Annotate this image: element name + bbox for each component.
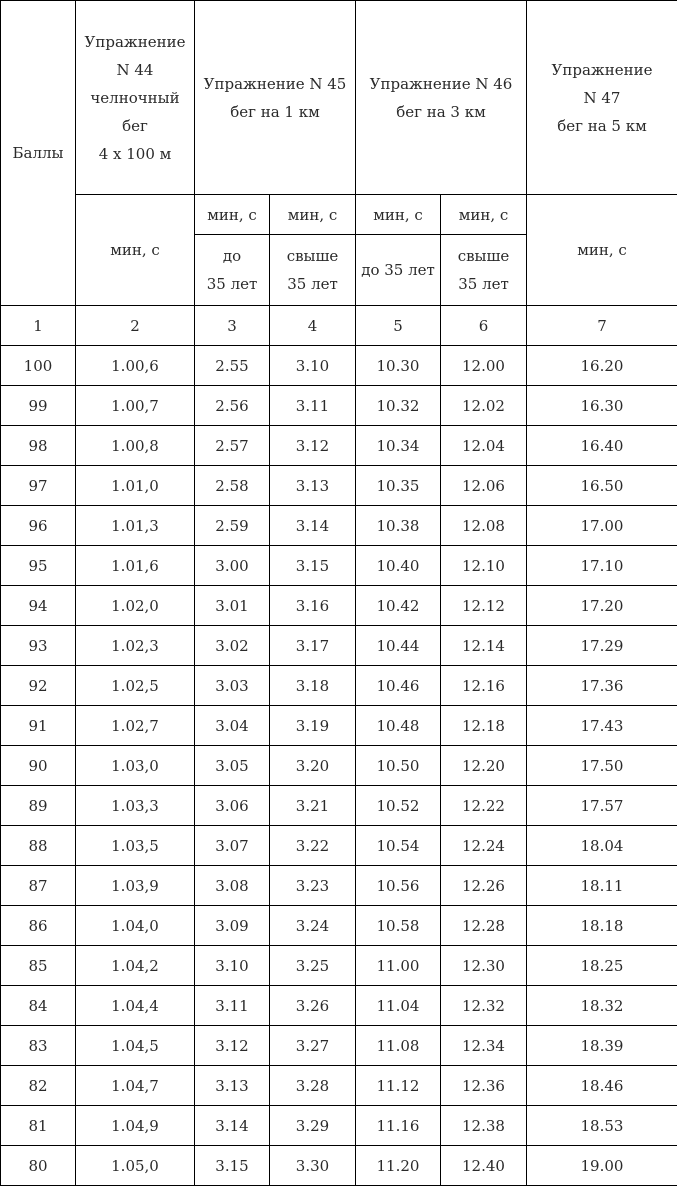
ex46-upto35-cell: 10.38 bbox=[356, 506, 441, 546]
exercise-45-header bbox=[195, 1, 356, 195]
ex46-over-35-line-1: свыше bbox=[457, 247, 510, 265]
ex46-over35-cell: 12.26 bbox=[441, 866, 527, 906]
ex44-cell: 1.03,0 bbox=[76, 746, 195, 786]
table-body bbox=[1, 346, 677, 1186]
ex46-upto35-cell: 11.12 bbox=[356, 1066, 441, 1106]
table-row bbox=[1, 506, 677, 546]
ex47-cell: 17.50 bbox=[527, 746, 677, 786]
table-row bbox=[1, 706, 677, 746]
ex47-cell: 17.10 bbox=[527, 546, 677, 586]
exercise-46-header bbox=[356, 1, 527, 195]
ex47-cell: 18.25 bbox=[527, 946, 677, 986]
table-row bbox=[1, 346, 677, 386]
ex44-cell: 1.03,5 bbox=[76, 826, 195, 866]
ex45-upto35-cell: 3.00 bbox=[195, 546, 270, 586]
column-number: 3 bbox=[195, 306, 270, 346]
points-cell: 90 bbox=[1, 746, 76, 786]
ex45-over35-cell: 3.20 bbox=[270, 746, 356, 786]
ex45-over35-cell: 3.21 bbox=[270, 786, 356, 826]
ex46-upto35-cell: 11.04 bbox=[356, 986, 441, 1026]
ex44-cell: 1.02,3 bbox=[76, 626, 195, 666]
ex47-cell: 16.40 bbox=[527, 426, 677, 466]
ex47-cell: 17.57 bbox=[527, 786, 677, 826]
points-cell: 84 bbox=[1, 986, 76, 1026]
table-row bbox=[1, 986, 677, 1026]
ex47-cell: 17.43 bbox=[527, 706, 677, 746]
ex46-age-over-35 bbox=[441, 235, 527, 306]
ex45-unit-b: мин, с bbox=[270, 195, 356, 235]
ex46-over35-cell: 12.22 bbox=[441, 786, 527, 826]
ex46-upto35-cell: 10.54 bbox=[356, 826, 441, 866]
ex44-cell: 1.04,5 bbox=[76, 1026, 195, 1066]
table-row bbox=[1, 1066, 677, 1106]
ex45-upto35-cell: 3.09 bbox=[195, 906, 270, 946]
ex45-over35-cell: 3.30 bbox=[270, 1146, 356, 1186]
table-row bbox=[1, 1146, 677, 1186]
ex46-over35-cell: 12.34 bbox=[441, 1026, 527, 1066]
ex45-upto35-cell: 3.10 bbox=[195, 946, 270, 986]
points-cell: 94 bbox=[1, 586, 76, 626]
ex47-cell: 17.29 bbox=[527, 626, 677, 666]
points-cell: 92 bbox=[1, 666, 76, 706]
ex45-upto35-cell: 2.55 bbox=[195, 346, 270, 386]
ex45-over35-cell: 3.18 bbox=[270, 666, 356, 706]
table-row bbox=[1, 1026, 677, 1066]
ex44-cell: 1.03,3 bbox=[76, 786, 195, 826]
age-up-to-35-line-2: 35 лет bbox=[206, 275, 258, 293]
points-header bbox=[1, 1, 76, 306]
ex45-over35-cell: 3.16 bbox=[270, 586, 356, 626]
ex44-cell: 1.02,0 bbox=[76, 586, 195, 626]
ex44-cell: 1.00,6 bbox=[76, 346, 195, 386]
ex44-cell: 1.04,9 bbox=[76, 1106, 195, 1146]
ex47-cell: 19.00 bbox=[527, 1146, 677, 1186]
ex46-upto35-cell: 11.20 bbox=[356, 1146, 441, 1186]
exercise-47-header bbox=[527, 1, 677, 195]
ex46-upto35-cell: 10.50 bbox=[356, 746, 441, 786]
points-cell: 95 bbox=[1, 546, 76, 586]
column-number-row bbox=[1, 306, 677, 346]
ex46-upto35-cell: 10.32 bbox=[356, 386, 441, 426]
ex44-cell: 1.02,7 bbox=[76, 706, 195, 746]
ex46-over35-cell: 12.08 bbox=[441, 506, 527, 546]
ex47-cell: 18.39 bbox=[527, 1026, 677, 1066]
age-over-35-line-2: 35 лет bbox=[287, 275, 338, 293]
points-cell: 99 bbox=[1, 386, 76, 426]
ex44-cell: 1.01,3 bbox=[76, 506, 195, 546]
ex46-line-1: Упражнение N 46 bbox=[369, 74, 513, 93]
ex47-line-2: N 47 bbox=[583, 88, 621, 107]
ex44-cell: 1.04,0 bbox=[76, 906, 195, 946]
ex46-age-up-to-35: до 35 лет bbox=[356, 235, 441, 306]
ex46-upto35-cell: 10.48 bbox=[356, 706, 441, 746]
ex45-upto35-cell: 3.03 bbox=[195, 666, 270, 706]
ex46-over35-cell: 12.16 bbox=[441, 666, 527, 706]
ex46-unit-a: мин, с bbox=[356, 195, 441, 235]
ex45-upto35-cell: 3.04 bbox=[195, 706, 270, 746]
ex45-over35-cell: 3.29 bbox=[270, 1106, 356, 1146]
ex45-upto35-cell: 3.14 bbox=[195, 1106, 270, 1146]
ex46-unit-b: мин, с bbox=[441, 195, 527, 235]
points-cell: 89 bbox=[1, 786, 76, 826]
points-cell: 91 bbox=[1, 706, 76, 746]
table-row bbox=[1, 666, 677, 706]
ex45-over35-cell: 3.14 bbox=[270, 506, 356, 546]
ex45-upto35-cell: 3.12 bbox=[195, 1026, 270, 1066]
ex45-upto35-cell: 3.15 bbox=[195, 1146, 270, 1186]
column-number: 7 bbox=[527, 306, 677, 346]
table-row bbox=[1, 466, 677, 506]
ex46-over35-cell: 12.00 bbox=[441, 346, 527, 386]
points-cell: 80 bbox=[1, 1146, 76, 1186]
ex45-upto35-cell: 2.57 bbox=[195, 426, 270, 466]
ex47-cell: 18.32 bbox=[527, 986, 677, 1026]
ex45-upto35-cell: 3.01 bbox=[195, 586, 270, 626]
ex46-upto35-cell: 11.00 bbox=[356, 946, 441, 986]
ex45-over35-cell: 3.24 bbox=[270, 906, 356, 946]
table-row bbox=[1, 1106, 677, 1146]
ex47-cell: 17.00 bbox=[527, 506, 677, 546]
ex46-over-35-line-2: 35 лет bbox=[458, 275, 509, 293]
ex44-cell: 1.04,2 bbox=[76, 946, 195, 986]
column-number: 5 bbox=[356, 306, 441, 346]
ex45-over35-cell: 3.27 bbox=[270, 1026, 356, 1066]
ex46-over35-cell: 12.28 bbox=[441, 906, 527, 946]
points-cell: 96 bbox=[1, 506, 76, 546]
ex45-unit-a: мин, с bbox=[195, 195, 270, 235]
ex45-over35-cell: 3.23 bbox=[270, 866, 356, 906]
ex44-line-1: Упражнение bbox=[84, 32, 186, 51]
ex45-upto35-cell: 2.58 bbox=[195, 466, 270, 506]
ex44-cell: 1.03,9 bbox=[76, 866, 195, 906]
ex46-upto35-cell: 10.40 bbox=[356, 546, 441, 586]
ex44-cell: 1.04,4 bbox=[76, 986, 195, 1026]
ex46-upto35-cell: 10.44 bbox=[356, 626, 441, 666]
points-cell: 88 bbox=[1, 826, 76, 866]
ex44-line-5: 4 х 100 м bbox=[98, 144, 172, 163]
ex45-over35-cell: 3.28 bbox=[270, 1066, 356, 1106]
ex45-over35-cell: 3.22 bbox=[270, 826, 356, 866]
ex46-over35-cell: 12.40 bbox=[441, 1146, 527, 1186]
ex47-line-3: бег на 5 км bbox=[557, 116, 647, 135]
ex45-upto35-cell: 3.05 bbox=[195, 746, 270, 786]
ex46-over35-cell: 12.38 bbox=[441, 1106, 527, 1146]
ex46-upto35-cell: 10.56 bbox=[356, 866, 441, 906]
table-row bbox=[1, 426, 677, 466]
ex46-upto35-cell: 11.16 bbox=[356, 1106, 441, 1146]
table-row bbox=[1, 826, 677, 866]
ex46-over35-cell: 12.32 bbox=[441, 986, 527, 1026]
ex44-cell: 1.01,6 bbox=[76, 546, 195, 586]
points-header-label: Баллы bbox=[12, 144, 64, 162]
ex44-cell: 1.00,8 bbox=[76, 426, 195, 466]
points-cell: 82 bbox=[1, 1066, 76, 1106]
ex44-cell: 1.05,0 bbox=[76, 1146, 195, 1186]
ex45-age-over-35 bbox=[270, 235, 356, 306]
ex47-line-1: Упражнение bbox=[551, 60, 653, 79]
age-over-35-line-1: свыше bbox=[286, 247, 339, 265]
ex46-over35-cell: 12.10 bbox=[441, 546, 527, 586]
ex47-cell: 18.53 bbox=[527, 1106, 677, 1146]
ex45-over35-cell: 3.17 bbox=[270, 626, 356, 666]
ex44-line-3: челночный bbox=[90, 88, 180, 107]
table-row bbox=[1, 786, 677, 826]
points-cell: 97 bbox=[1, 466, 76, 506]
ex47-cell: 18.11 bbox=[527, 866, 677, 906]
ex45-line-1: Упражнение N 45 bbox=[203, 74, 347, 93]
points-cell: 87 bbox=[1, 866, 76, 906]
ex45-over35-cell: 3.26 bbox=[270, 986, 356, 1026]
points-cell: 86 bbox=[1, 906, 76, 946]
ex44-cell: 1.00,7 bbox=[76, 386, 195, 426]
ex44-cell: 1.02,5 bbox=[76, 666, 195, 706]
ex47-cell: 17.36 bbox=[527, 666, 677, 706]
ex46-upto35-cell: 10.35 bbox=[356, 466, 441, 506]
ex45-over35-cell: 3.15 bbox=[270, 546, 356, 586]
ex46-over35-cell: 12.36 bbox=[441, 1066, 527, 1106]
ex45-over35-cell: 3.12 bbox=[270, 426, 356, 466]
column-number: 2 bbox=[76, 306, 195, 346]
ex47-cell: 18.04 bbox=[527, 826, 677, 866]
ex45-over35-cell: 3.19 bbox=[270, 706, 356, 746]
ex45-age-up-to-35 bbox=[195, 235, 270, 306]
table-row bbox=[1, 626, 677, 666]
ex44-line-4: бег bbox=[122, 116, 148, 135]
age-up-to-35-line-1: до bbox=[222, 247, 242, 265]
ex47-unit: мин, с bbox=[527, 195, 677, 306]
ex46-upto35-cell: 10.52 bbox=[356, 786, 441, 826]
ex45-upto35-cell: 3.11 bbox=[195, 986, 270, 1026]
ex46-upto35-cell: 10.34 bbox=[356, 426, 441, 466]
ex47-cell: 16.20 bbox=[527, 346, 677, 386]
ex46-over35-cell: 12.12 bbox=[441, 586, 527, 626]
points-cell: 100 bbox=[1, 346, 76, 386]
table-row bbox=[1, 906, 677, 946]
ex46-over35-cell: 12.06 bbox=[441, 466, 527, 506]
ex44-cell: 1.01,0 bbox=[76, 466, 195, 506]
ex47-cell: 18.18 bbox=[527, 906, 677, 946]
ex46-over35-cell: 12.24 bbox=[441, 826, 527, 866]
ex47-cell: 18.46 bbox=[527, 1066, 677, 1106]
ex44-cell: 1.04,7 bbox=[76, 1066, 195, 1106]
ex46-upto35-cell: 10.46 bbox=[356, 666, 441, 706]
points-cell: 93 bbox=[1, 626, 76, 666]
ex45-upto35-cell: 2.56 bbox=[195, 386, 270, 426]
ex45-over35-cell: 3.13 bbox=[270, 466, 356, 506]
ex45-upto35-cell: 3.06 bbox=[195, 786, 270, 826]
exercise-44-header bbox=[76, 1, 195, 195]
ex45-over35-cell: 3.25 bbox=[270, 946, 356, 986]
ex46-over35-cell: 12.20 bbox=[441, 746, 527, 786]
ex45-over35-cell: 3.11 bbox=[270, 386, 356, 426]
table-row bbox=[1, 586, 677, 626]
column-number: 1 bbox=[1, 306, 76, 346]
table-row bbox=[1, 946, 677, 986]
ex46-over35-cell: 12.30 bbox=[441, 946, 527, 986]
table-row bbox=[1, 866, 677, 906]
ex45-line-2: бег на 1 км bbox=[230, 102, 320, 121]
ex44-unit: мин, с bbox=[76, 195, 195, 306]
column-number: 4 bbox=[270, 306, 356, 346]
ex46-over35-cell: 12.04 bbox=[441, 426, 527, 466]
table-row bbox=[1, 546, 677, 586]
points-cell: 81 bbox=[1, 1106, 76, 1146]
ex46-over35-cell: 12.18 bbox=[441, 706, 527, 746]
points-cell: 83 bbox=[1, 1026, 76, 1066]
ex46-upto35-cell: 10.42 bbox=[356, 586, 441, 626]
ex47-cell: 16.50 bbox=[527, 466, 677, 506]
ex46-upto35-cell: 10.30 bbox=[356, 346, 441, 386]
ex46-over35-cell: 12.14 bbox=[441, 626, 527, 666]
ex45-upto35-cell: 3.07 bbox=[195, 826, 270, 866]
points-cell: 85 bbox=[1, 946, 76, 986]
ex45-upto35-cell: 3.08 bbox=[195, 866, 270, 906]
ex46-over35-cell: 12.02 bbox=[441, 386, 527, 426]
column-number: 6 bbox=[441, 306, 527, 346]
ex45-over35-cell: 3.10 bbox=[270, 346, 356, 386]
ex46-upto35-cell: 11.08 bbox=[356, 1026, 441, 1066]
table-row bbox=[1, 746, 677, 786]
ex44-line-2: N 44 bbox=[116, 60, 154, 79]
points-cell: 98 bbox=[1, 426, 76, 466]
ex45-upto35-cell: 3.02 bbox=[195, 626, 270, 666]
ex45-upto35-cell: 3.13 bbox=[195, 1066, 270, 1106]
ex47-cell: 17.20 bbox=[527, 586, 677, 626]
ex47-cell: 16.30 bbox=[527, 386, 677, 426]
ex45-upto35-cell: 2.59 bbox=[195, 506, 270, 546]
ex46-upto35-cell: 10.58 bbox=[356, 906, 441, 946]
table-row bbox=[1, 386, 677, 426]
ex46-line-2: бег на 3 км bbox=[396, 102, 486, 121]
